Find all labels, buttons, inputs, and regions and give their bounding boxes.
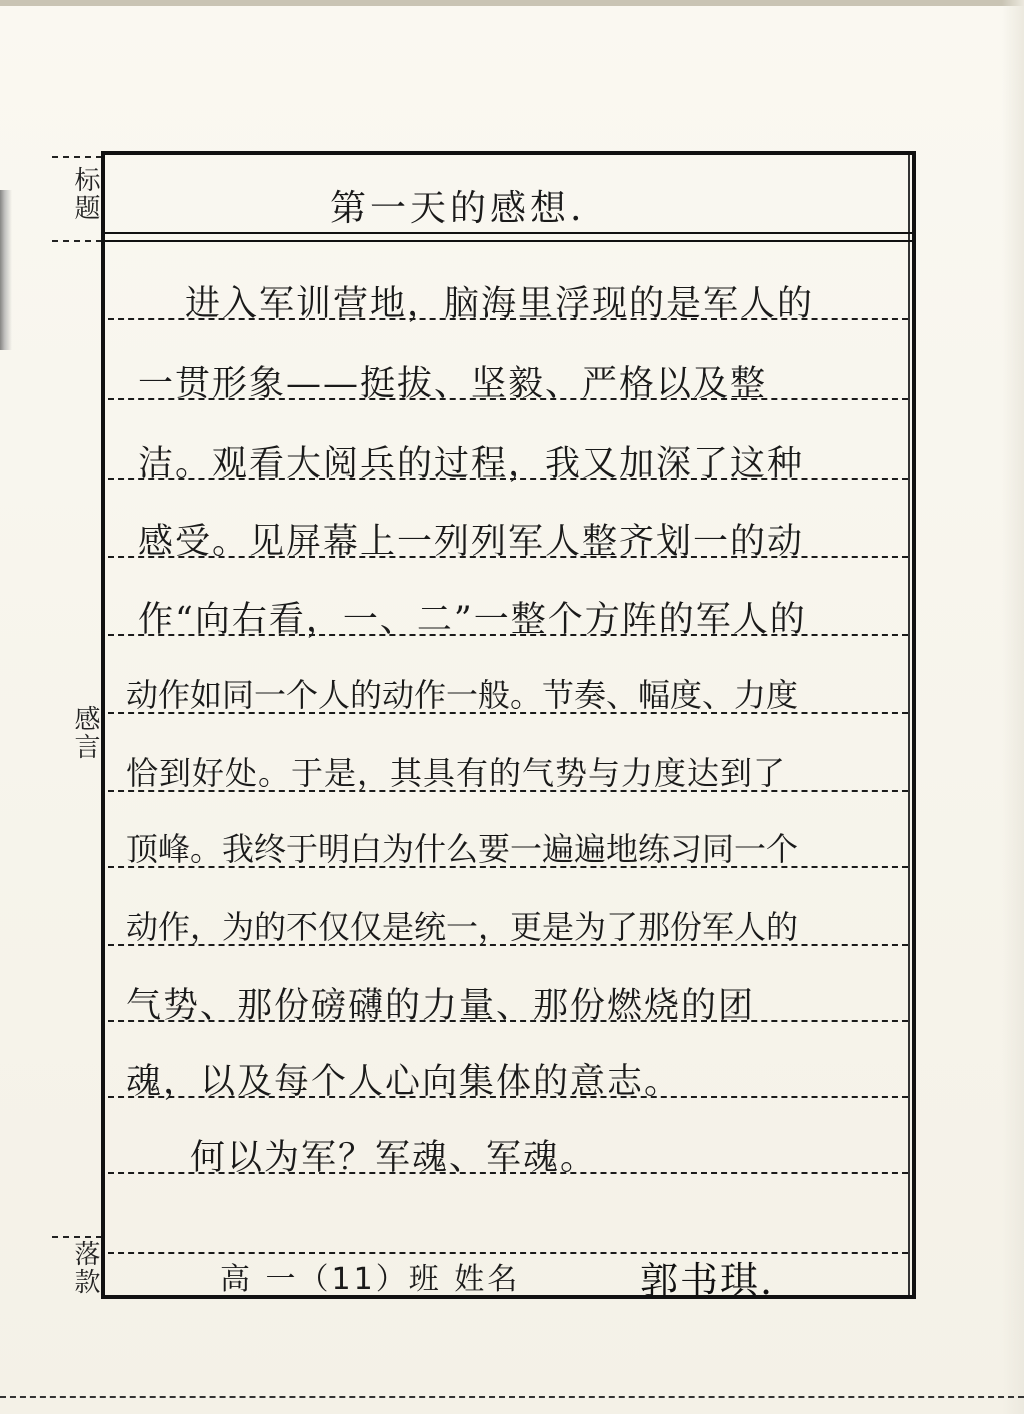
essay-line: 动作，为的不仅仅是统一，更是为了那份军人的 [126,908,799,946]
paper-top-edge [0,0,1024,6]
margin-divider [52,1236,102,1238]
essay-line: 感受。见屏幕上一列列军人整齐划一的动 [138,522,805,562]
essay-line: 进入军训营地，脑海里浮现的是军人的 [185,284,815,324]
signature: 郭书琪. [640,1259,775,1303]
essay-line: 一贯形象——挺拔、坚毅、严格以及整 [138,364,768,404]
footer-section-label: 落款 [70,1240,100,1296]
essay-line: 动作如同一个人的动作一般。节奏、幅度、力度 [126,676,799,714]
title-rule [101,232,916,234]
essay-line: 何以为军？军魂、军魂。 [190,1138,598,1178]
essay-line: 魂，以及每个人心向集体的意志。 [126,1062,682,1102]
essay-line: 作“向右看，一、二”一整个方阵的军人的 [138,600,807,640]
body-section-label: 感言 [70,705,100,761]
paper-right-edge [1002,0,1024,1414]
margin-divider [52,156,102,158]
class-and-name-label: 高 一（11）班 姓名 [220,1262,521,1297]
essay-line: 顶峰。我终于明白为什么要一遍遍地练习同一个 [126,830,799,868]
binding-shadow [0,190,12,350]
essay-line: 气势、那份磅礴的力量、那份燃烧的团 [126,986,756,1026]
essay-line: 恰到好处。于是，其具有的气势与力度达到了 [126,754,787,792]
essay-title: 第一天的感想. [330,188,586,229]
essay-line: 洁。观看大阅兵的过程，我又加深了这种 [138,444,805,484]
page-bottom-dashed-edge [0,1396,1024,1398]
title-section-label: 标题 [70,166,100,222]
title-rule [101,240,916,242]
margin-divider [52,240,102,242]
